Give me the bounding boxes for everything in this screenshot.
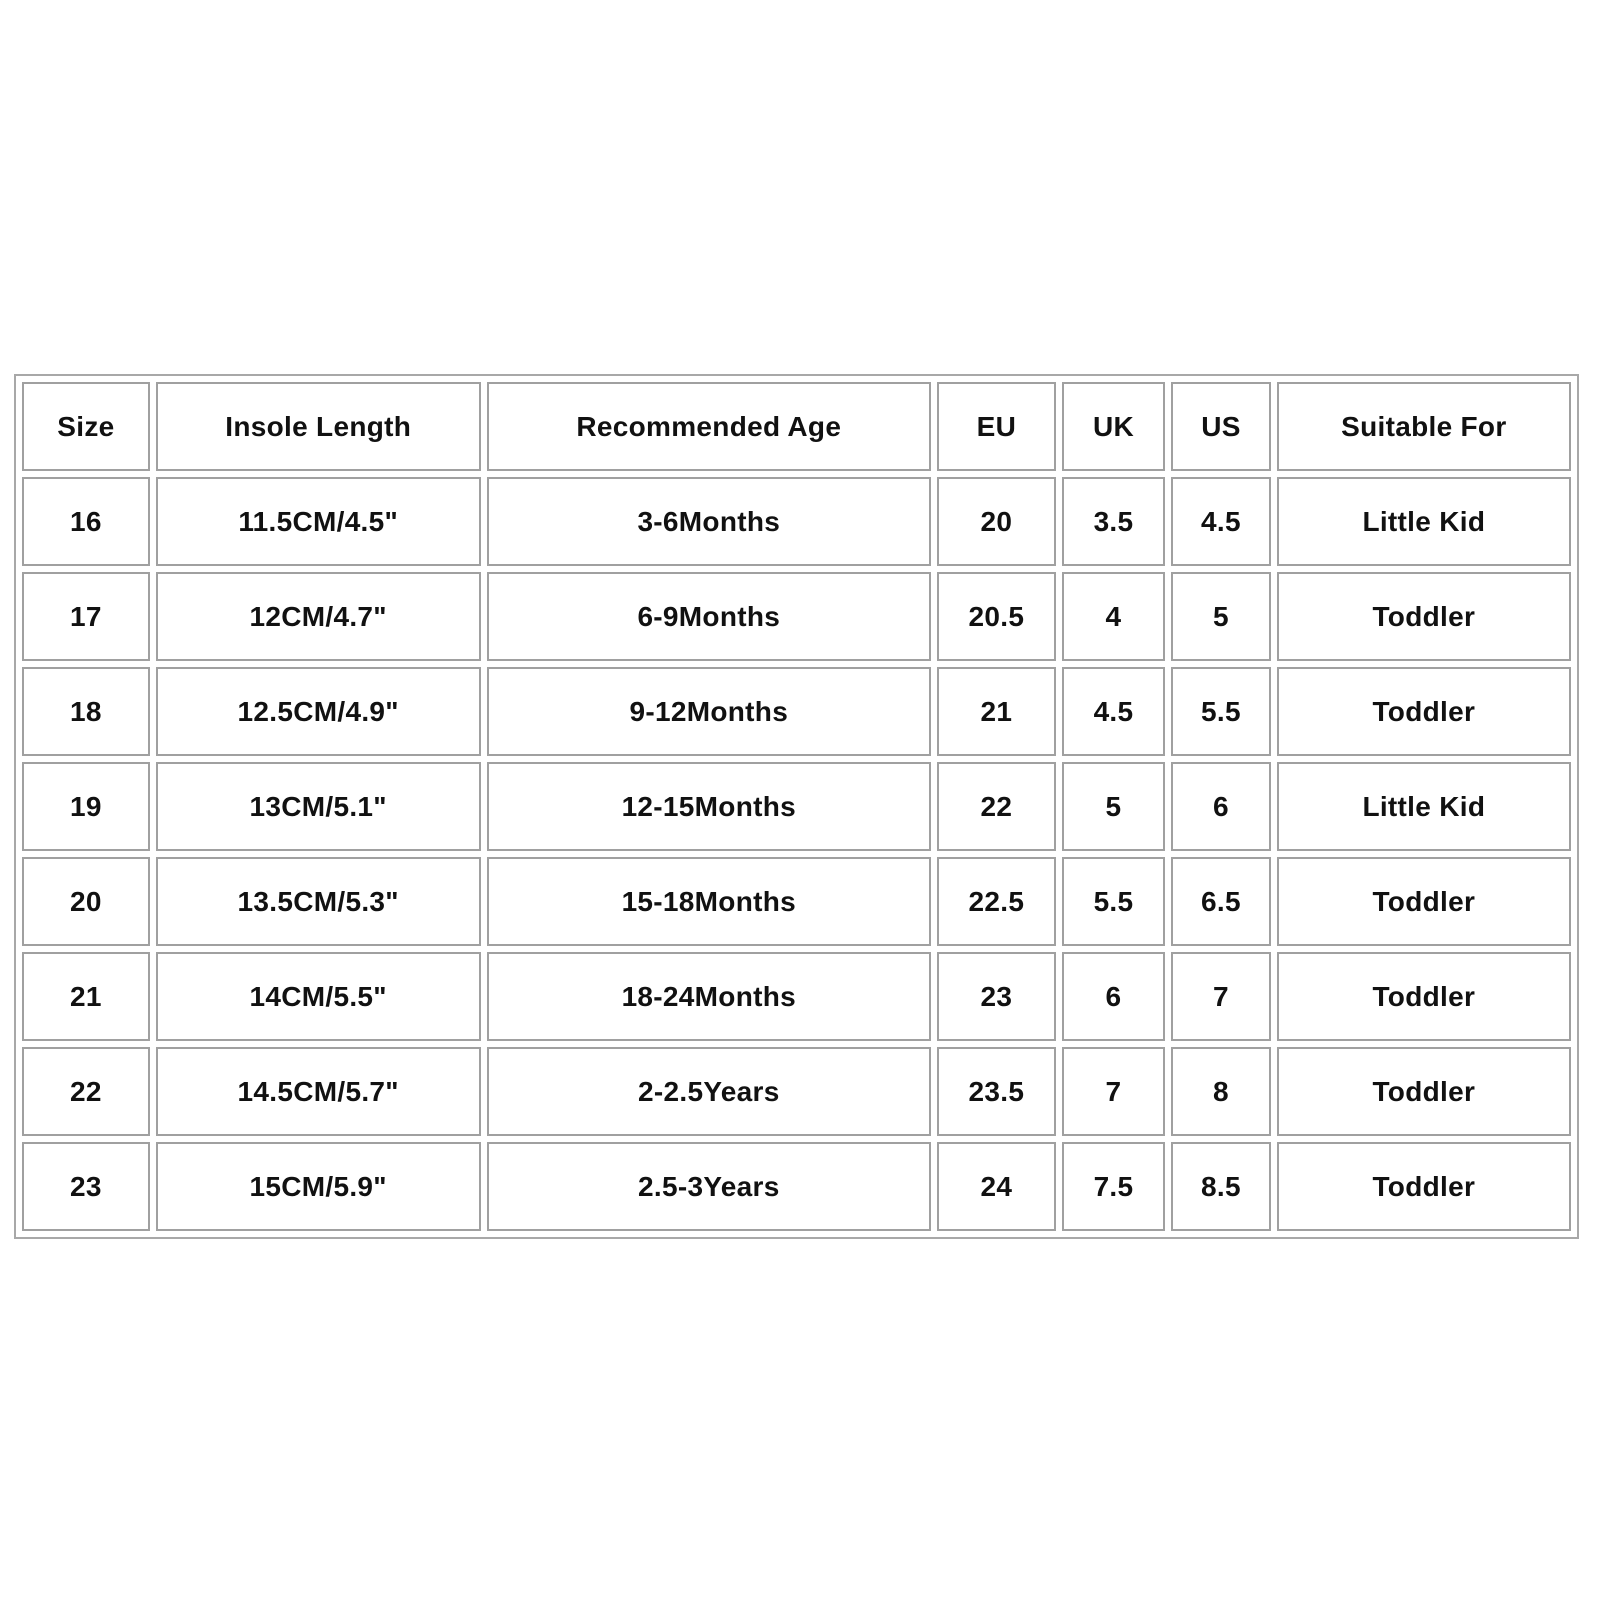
cell-recommended-age: 2-2.5Years (487, 1047, 931, 1136)
cell-suitable-for: Little Kid (1277, 477, 1571, 566)
cell-us: 7 (1171, 952, 1270, 1041)
header-us: US (1171, 382, 1270, 471)
cell-size: 17 (22, 572, 150, 661)
cell-suitable-for: Toddler (1277, 1047, 1571, 1136)
cell-size: 16 (22, 477, 150, 566)
header-size: Size (22, 382, 150, 471)
cell-insole-length: 12.5CM/4.9" (156, 667, 481, 756)
cell-uk: 4 (1062, 572, 1166, 661)
table-row (22, 477, 1571, 566)
cell-us: 5.5 (1171, 667, 1270, 756)
cell-eu: 22 (937, 762, 1056, 851)
cell-insole-length: 13.5CM/5.3" (156, 857, 481, 946)
cell-recommended-age: 18-24Months (487, 952, 931, 1041)
cell-uk: 5 (1062, 762, 1166, 851)
cell-insole-length: 13CM/5.1" (156, 762, 481, 851)
cell-uk: 4.5 (1062, 667, 1166, 756)
header-eu: EU (937, 382, 1056, 471)
cell-suitable-for: Toddler (1277, 572, 1571, 661)
cell-insole-length: 14.5CM/5.7" (156, 1047, 481, 1136)
cell-size: 21 (22, 952, 150, 1041)
cell-us: 5 (1171, 572, 1270, 661)
cell-suitable-for: Toddler (1277, 857, 1571, 946)
cell-us: 6 (1171, 762, 1270, 851)
cell-size: 23 (22, 1142, 150, 1231)
table-row (22, 667, 1571, 756)
table-row (22, 762, 1571, 851)
cell-recommended-age: 2.5-3Years (487, 1142, 931, 1231)
cell-insole-length: 14CM/5.5" (156, 952, 481, 1041)
cell-insole-length: 15CM/5.9" (156, 1142, 481, 1231)
cell-uk: 6 (1062, 952, 1166, 1041)
cell-us: 8.5 (1171, 1142, 1270, 1231)
cell-size: 22 (22, 1047, 150, 1136)
cell-eu: 20 (937, 477, 1056, 566)
cell-uk: 7 (1062, 1047, 1166, 1136)
cell-eu: 22.5 (937, 857, 1056, 946)
header-insole-length: Insole Length (156, 382, 481, 471)
cell-eu: 24 (937, 1142, 1056, 1231)
cell-us: 6.5 (1171, 857, 1270, 946)
table-row (22, 1047, 1571, 1136)
cell-uk: 7.5 (1062, 1142, 1166, 1231)
table-row (22, 952, 1571, 1041)
cell-insole-length: 12CM/4.7" (156, 572, 481, 661)
cell-suitable-for: Little Kid (1277, 762, 1571, 851)
table-row (22, 857, 1571, 946)
cell-us: 8 (1171, 1047, 1270, 1136)
cell-eu: 21 (937, 667, 1056, 756)
cell-recommended-age: 9-12Months (487, 667, 931, 756)
cell-size: 19 (22, 762, 150, 851)
header-uk: UK (1062, 382, 1166, 471)
cell-suitable-for: Toddler (1277, 667, 1571, 756)
cell-suitable-for: Toddler (1277, 952, 1571, 1041)
header-suitable-for: Suitable For (1277, 382, 1571, 471)
size-chart-table (14, 374, 1579, 1239)
header-row (22, 382, 1571, 471)
cell-eu: 23 (937, 952, 1056, 1041)
cell-recommended-age: 12-15Months (487, 762, 931, 851)
cell-insole-length: 11.5CM/4.5" (156, 477, 481, 566)
cell-eu: 23.5 (937, 1047, 1056, 1136)
cell-uk: 3.5 (1062, 477, 1166, 566)
header-recommended-age: Recommended Age (487, 382, 931, 471)
table-row (22, 572, 1571, 661)
cell-recommended-age: 3-6Months (487, 477, 931, 566)
cell-eu: 20.5 (937, 572, 1056, 661)
cell-suitable-for: Toddler (1277, 1142, 1571, 1231)
cell-uk: 5.5 (1062, 857, 1166, 946)
cell-us: 4.5 (1171, 477, 1270, 566)
cell-size: 18 (22, 667, 150, 756)
size-chart-header (22, 382, 1571, 471)
size-chart-body (22, 477, 1571, 1231)
cell-recommended-age: 15-18Months (487, 857, 931, 946)
cell-size: 20 (22, 857, 150, 946)
cell-recommended-age: 6-9Months (487, 572, 931, 661)
table-row (22, 1142, 1571, 1231)
